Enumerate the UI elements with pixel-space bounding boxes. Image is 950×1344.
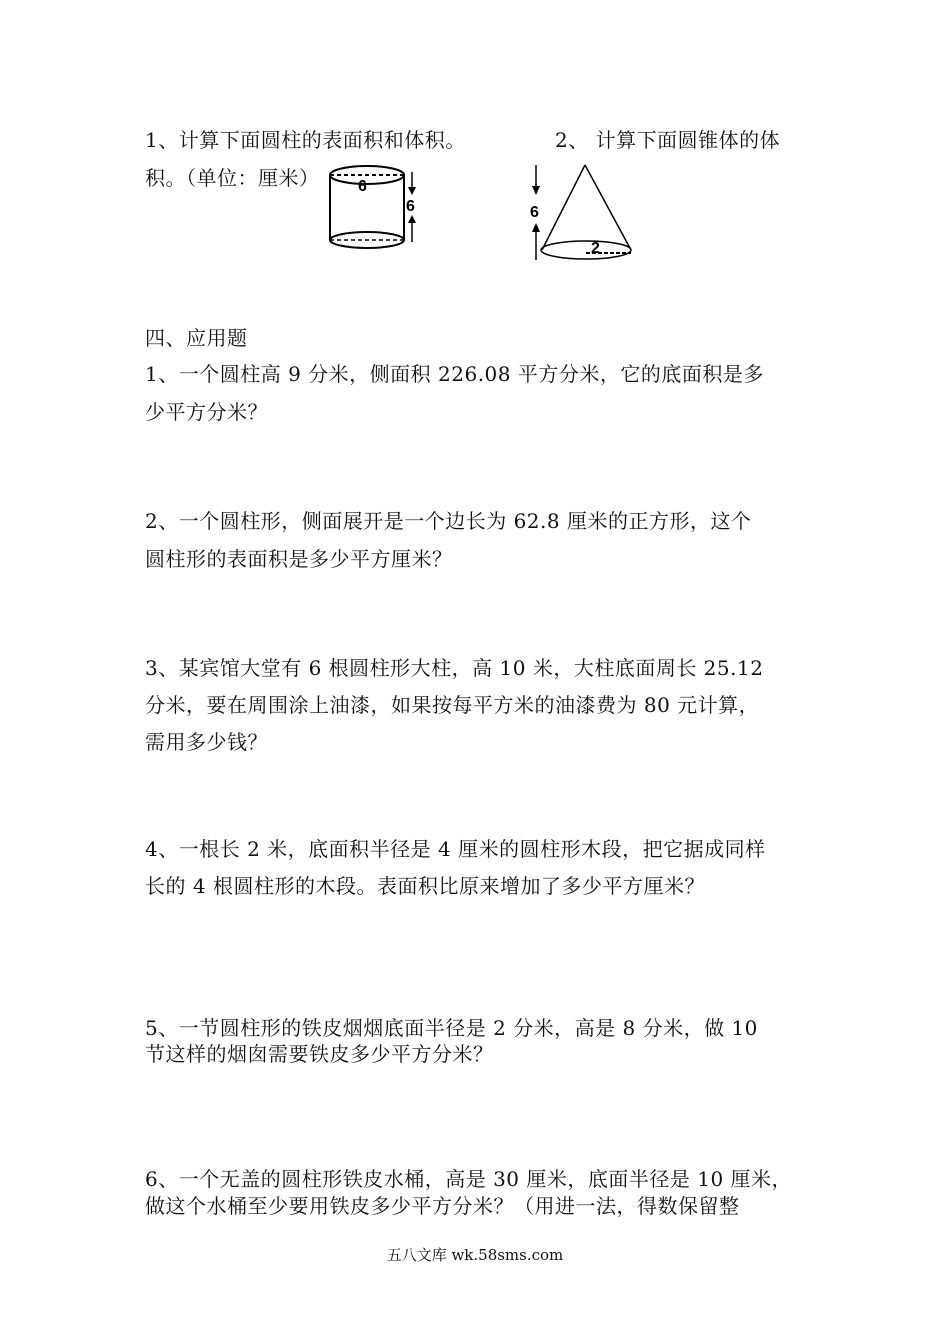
- cylinder-diameter-label: 6: [358, 178, 367, 195]
- cylinder-figure: [322, 160, 427, 260]
- problem-1-line-2: 少平方分米？: [145, 400, 268, 424]
- calc-q1-line2: 积。（单位：厘米）: [145, 166, 320, 190]
- problem-1-line-1: 1、一个圆柱高 9 分米，侧面积 226.08 平方分米，它的底面积是多: [145, 362, 764, 386]
- problem-3-line-2: 分米，要在周围涂上油漆，如果按每平方米的油漆费为 80 元计算，: [145, 693, 760, 717]
- section-title: 四、应用题: [145, 326, 248, 350]
- problem-6-line-1: 6、一个无盖的圆柱形铁皮水桶，高是 30 厘米，底面半径是 10 厘米，: [145, 1167, 793, 1191]
- problem-4-line-1: 4、一根长 2 米，底面积半径是 4 厘米的圆柱形木段，把它据成同样: [145, 837, 766, 861]
- calc-q1-line1: 1、计算下面圆柱的表面积和体积。: [145, 128, 466, 152]
- cone-figure: [525, 160, 640, 270]
- problem-5-line-2: 节这样的烟囱需要铁皮多少平方分米？: [145, 1042, 494, 1066]
- problem-2-line-2: 圆柱形的表面积是多少平方厘米？: [145, 547, 453, 571]
- cone-height-label: 6: [530, 204, 539, 221]
- problem-3-line-3: 需用多少钱？: [145, 730, 268, 754]
- cone-base-ellipse: [541, 241, 631, 259]
- problem-3-line-1: 3、某宾馆大堂有 6 根圆柱形大柱，高 10 米，大柱底面周长 25.12: [145, 656, 764, 680]
- problem-2-line-1: 2、一个圆柱形，侧面展开是一个边长为 62.8 厘米的正方形，这个: [145, 509, 752, 533]
- footer-watermark: 五八文库 wk.58sms.com: [386, 1246, 564, 1264]
- problem-5-line-1: 5、一节圆柱形的铁皮烟烟底面半径是 2 分米，高是 8 分米，做 10: [145, 1016, 758, 1040]
- problem-6-line-2: 做这个水桶至少要用铁皮多少平方分米？（用进一法，得数保留整: [145, 1194, 740, 1218]
- cone-radius-label: 2: [591, 240, 600, 257]
- calc-q2-line1: 2、 计算下面圆锥体的体: [555, 128, 781, 152]
- problem-4-line-2: 长的 4 根圆柱形的木段。表面积比原来增加了多少平方厘米？: [145, 874, 705, 898]
- cylinder-height-label: 6: [406, 198, 415, 215]
